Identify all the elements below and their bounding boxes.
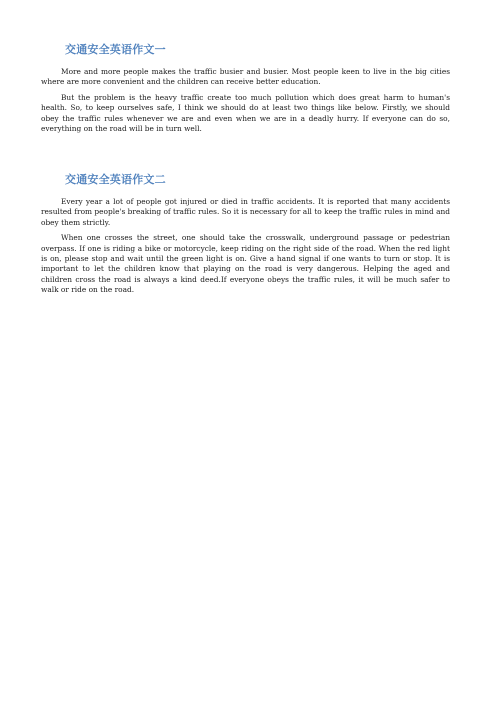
essay-2-title: 交通安全英语作文二 — [65, 173, 166, 186]
essay-2-paragraph-1: Every year a lot of people got injured or died in traffic accidents. It is reported that many accidents resulted from people's breaking of traffic rules. So it is necessary for all to keep the traffic rules in mind and obey them strictly. — [41, 197, 450, 227]
essay-section-1 — [41, 42, 450, 139]
essay-2-paragraph-2: When one crosses the street, one should take the crosswalk, underground passage or pedestrian overpass. If one is riding a bike or motorcycle, keep riding on the right side of the road. When the red light is on, please stop and wait until the green light is on. Give a hand signal if one wants to turn or stop. It is important to let the children know that playing on the road is very dangerous. Helping the aged and children cross the road is always a kind deed.If everyone obeys the traffic rules, it will be much safer to walk or ride on the road. — [41, 233, 450, 295]
essay-section-2 — [41, 172, 450, 301]
essay-1-title: 交通安全英语作文一 — [65, 43, 166, 56]
essay-1-paragraph-1: More and more people makes the traffic busier and busier. Most people keen to live in the big cities where are more convenient and the children can receive better education. — [41, 67, 450, 87]
essay-1-paragraph-2: But the problem is the heavy traffic create too much pollution which does great harm to human's health. So, to keep ourselves safe, I think we should do at least two things like below. Firstly, we should obey the traffic rules whenever we are and even when we are in a deadly hurry. If everyone can do so, everything on the road will be in turn well. — [41, 92, 450, 134]
